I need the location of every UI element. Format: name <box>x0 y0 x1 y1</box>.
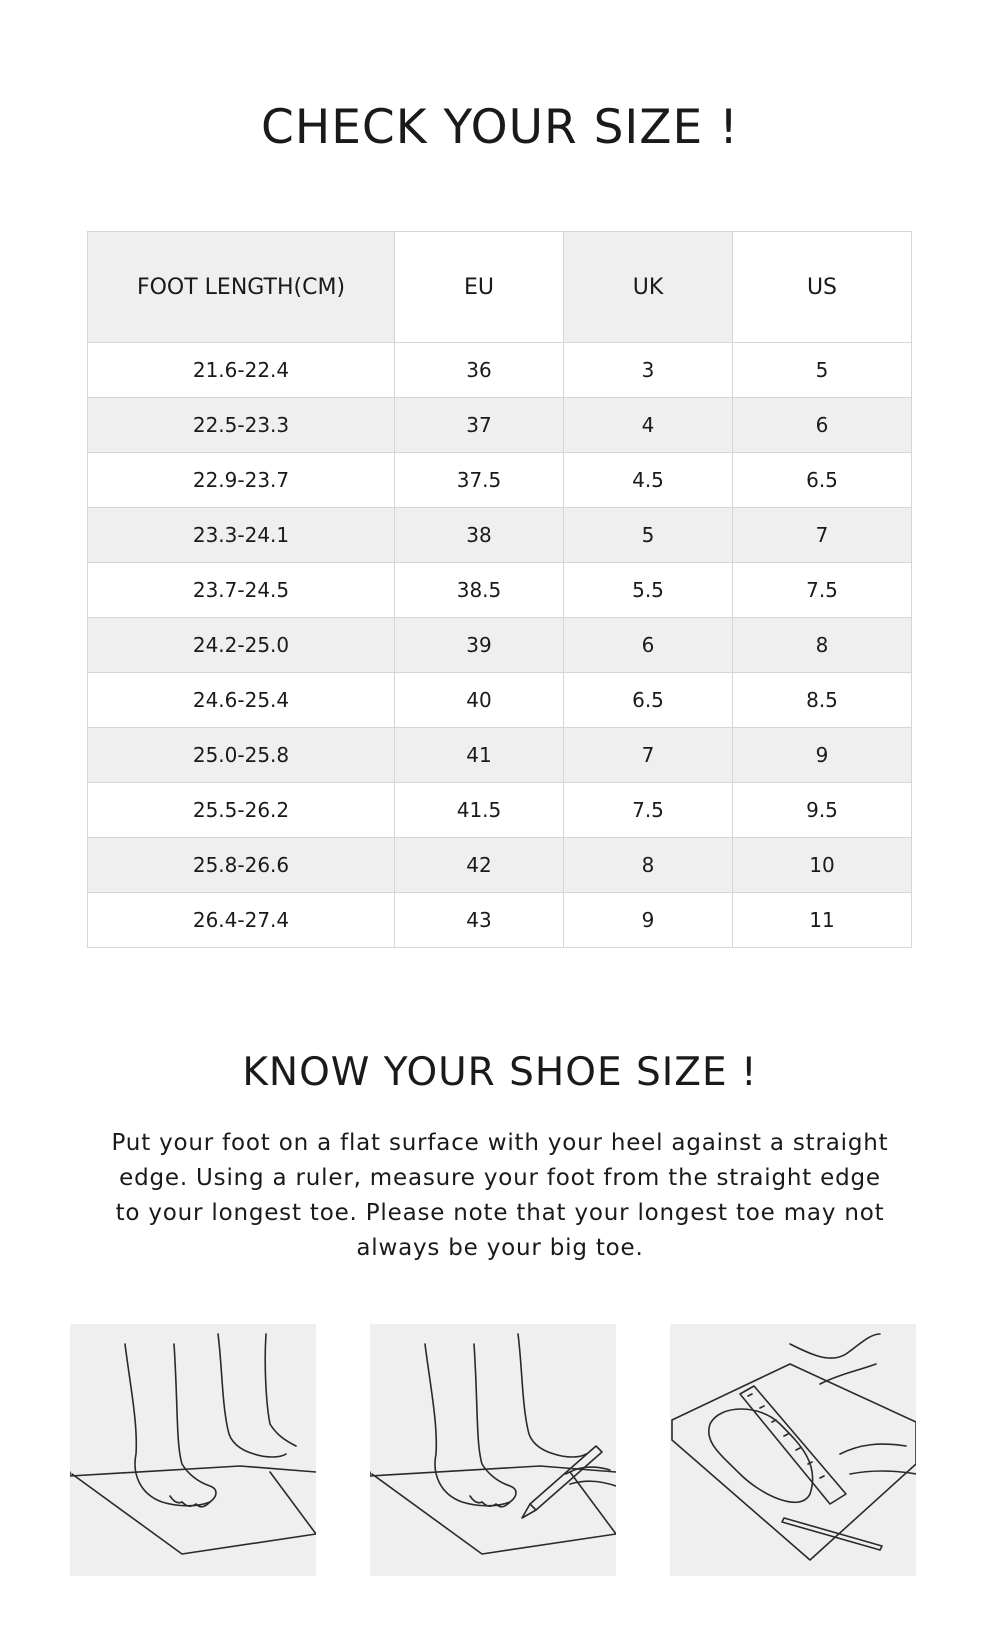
illustration-measure-with-ruler <box>670 1324 916 1576</box>
cell-uk: 4.5 <box>564 453 733 508</box>
cell-eu: 41 <box>395 728 564 783</box>
page-title: CHECK YOUR SIZE ! <box>261 100 739 155</box>
header-eu: EU <box>395 232 564 343</box>
cell-uk: 4 <box>564 398 733 453</box>
cell-us: 6.5 <box>733 453 912 508</box>
cell-eu: 42 <box>395 838 564 893</box>
table-row <box>88 783 912 838</box>
cell-eu: 43 <box>395 893 564 948</box>
size-chart-table <box>87 231 912 948</box>
cell-uk: 5.5 <box>564 563 733 618</box>
cell-us: 7.5 <box>733 563 912 618</box>
feet-on-paper-icon <box>70 1324 316 1576</box>
cell-us: 8.5 <box>733 673 912 728</box>
cell-eu: 41.5 <box>395 783 564 838</box>
cell-eu: 40 <box>395 673 564 728</box>
cell-foot-length: 21.6-22.4 <box>88 343 395 398</box>
table-row <box>88 453 912 508</box>
cell-us: 10 <box>733 838 912 893</box>
cell-foot-length: 25.0-25.8 <box>88 728 395 783</box>
cell-foot-length: 22.9-23.7 <box>88 453 395 508</box>
cell-foot-length: 25.5-26.2 <box>88 783 395 838</box>
cell-uk: 9 <box>564 893 733 948</box>
cell-eu: 37.5 <box>395 453 564 508</box>
table-row <box>88 508 912 563</box>
cell-uk: 8 <box>564 838 733 893</box>
table-header-row <box>88 232 912 343</box>
cell-uk: 6 <box>564 618 733 673</box>
cell-uk: 5 <box>564 508 733 563</box>
cell-eu: 37 <box>395 398 564 453</box>
table-row <box>88 838 912 893</box>
cell-foot-length: 23.3-24.1 <box>88 508 395 563</box>
cell-uk: 6.5 <box>564 673 733 728</box>
table-row <box>88 618 912 673</box>
table-row <box>88 893 912 948</box>
pencil-marking-icon <box>370 1324 616 1576</box>
table-row <box>88 673 912 728</box>
cell-foot-length: 22.5-23.3 <box>88 398 395 453</box>
cell-eu: 38 <box>395 508 564 563</box>
header-uk: UK <box>564 232 733 343</box>
cell-us: 9.5 <box>733 783 912 838</box>
cell-foot-length: 23.7-24.5 <box>88 563 395 618</box>
cell-foot-length: 25.8-26.6 <box>88 838 395 893</box>
header-us: US <box>733 232 912 343</box>
cell-us: 5 <box>733 343 912 398</box>
cell-uk: 7 <box>564 728 733 783</box>
cell-uk: 7.5 <box>564 783 733 838</box>
cell-us: 6 <box>733 398 912 453</box>
cell-foot-length: 24.2-25.0 <box>88 618 395 673</box>
cell-us: 9 <box>733 728 912 783</box>
cell-eu: 38.5 <box>395 563 564 618</box>
header-foot-length: FOOT LENGTH(CM) <box>88 232 395 343</box>
cell-uk: 3 <box>564 343 733 398</box>
table-row <box>88 398 912 453</box>
cell-us: 7 <box>733 508 912 563</box>
cell-foot-length: 24.6-25.4 <box>88 673 395 728</box>
ruler-measuring-icon <box>670 1324 916 1576</box>
cell-us: 8 <box>733 618 912 673</box>
cell-eu: 39 <box>395 618 564 673</box>
section-title: KNOW YOUR SHOE SIZE ! <box>242 1050 758 1095</box>
cell-eu: 36 <box>395 343 564 398</box>
measure-instructions: Put your foot on a flat surface with your heel against a straight edge. Using a ruler, measure your foot from the straight edge to your longest toe. Please note that your longest toe may not always be your big toe. <box>111 1130 889 1261</box>
illustration-mark-with-pencil <box>370 1324 616 1576</box>
table-row <box>88 728 912 783</box>
table-row <box>88 563 912 618</box>
cell-us: 11 <box>733 893 912 948</box>
illustration-feet-on-paper <box>70 1324 316 1576</box>
table-row <box>88 343 912 398</box>
cell-foot-length: 26.4-27.4 <box>88 893 395 948</box>
